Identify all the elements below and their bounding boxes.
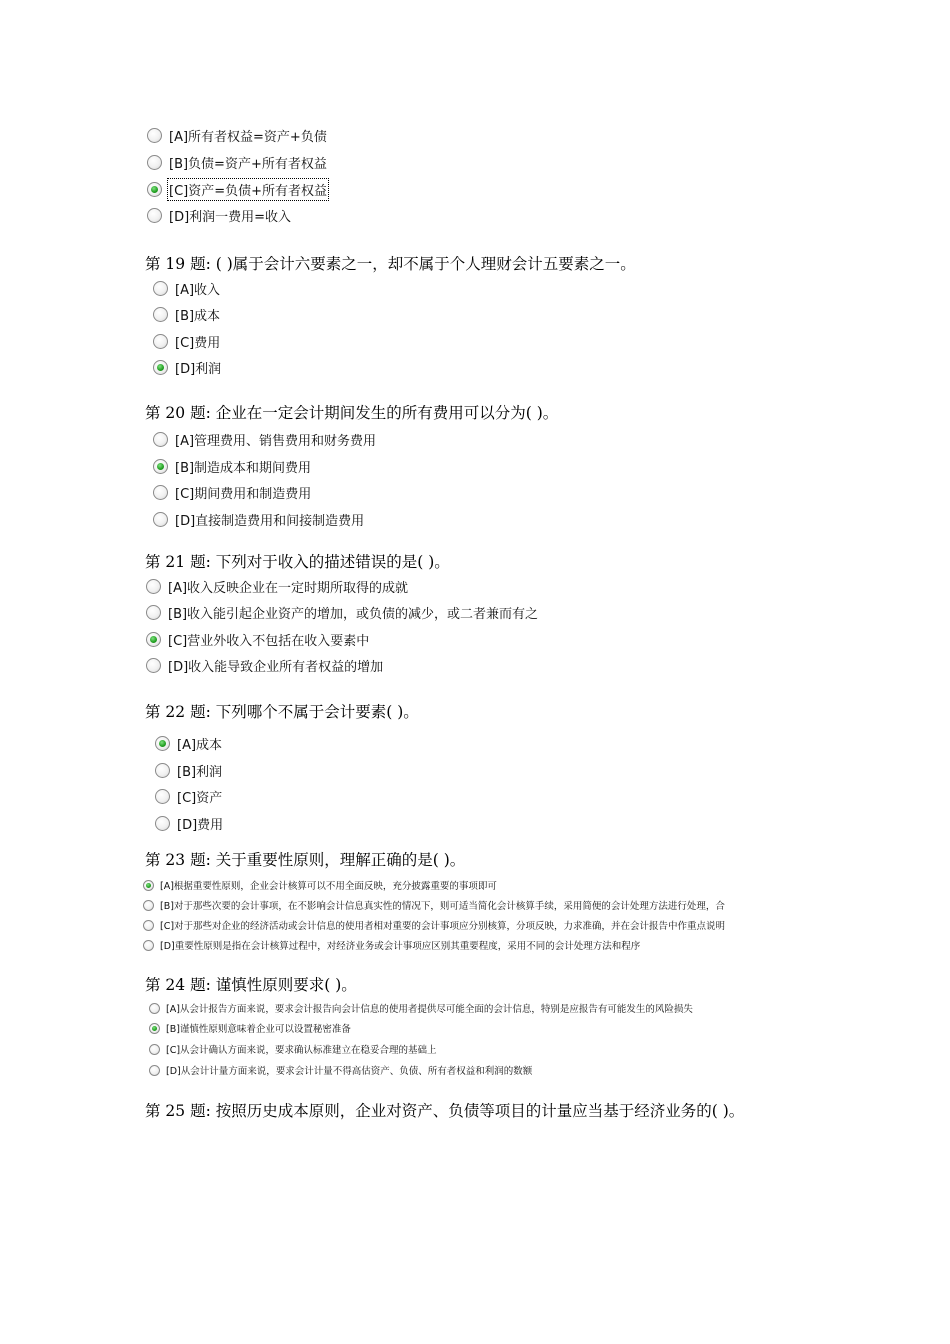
radio-icon[interactable]: [153, 485, 168, 500]
radio-icon[interactable]: [153, 512, 168, 527]
option-label: [B]收入能引起企业资产的增加，或负债的减少，或二者兼而有之: [168, 607, 539, 622]
radio-icon[interactable]: [153, 334, 168, 349]
q21-option-a[interactable]: [146, 577, 408, 596]
radio-checked-icon[interactable]: [149, 1023, 160, 1034]
q20-option-d[interactable]: [153, 510, 364, 529]
radio-checked-icon[interactable]: [147, 182, 162, 197]
q23-option-c[interactable]: [143, 918, 725, 932]
q23-option-d[interactable]: [143, 938, 640, 952]
question-25-text: 第 25 题: 按照历史成本原则，企业对资产、负债等项目的计量应当基于经济业务的( )。: [145, 1102, 745, 1120]
option-label: [D]重要性原则是指在会计核算过程中，对经济业务或会计事项应区别其重要程度，采用不同的会计处理方法和程序: [160, 941, 641, 952]
option-label: [A]从会计报告方面来说，要求会计报告向会计信息的使用者提供尽可能全面的会计信息，特别是应报告有可能发生的风险损失: [166, 1004, 693, 1015]
option-label: [A]管理费用、销售费用和财务费用: [175, 434, 377, 449]
q20-option-c[interactable]: [153, 483, 311, 502]
radio-icon[interactable]: [143, 940, 154, 951]
q22-option-a[interactable]: [155, 734, 222, 753]
radio-icon[interactable]: [147, 128, 162, 143]
option-label: [C]资产: [177, 791, 223, 806]
q24-option-d[interactable]: [149, 1063, 532, 1077]
option-label: [A]成本: [177, 738, 223, 753]
question-22-text: 第 22 题: 下列哪个不属于会计要素( )。: [145, 703, 419, 721]
question-24-text: 第 24 题: 谨慎性原则要求( )。: [145, 976, 357, 994]
option-label: [B]利润: [177, 765, 223, 780]
radio-icon[interactable]: [149, 1003, 160, 1014]
option-label: [B]负债=资产+所有者权益: [169, 157, 327, 172]
radio-icon[interactable]: [153, 281, 168, 296]
q20-option-a[interactable]: [153, 430, 376, 449]
q22-option-b[interactable]: [155, 761, 222, 780]
option-label: [C]资产=负债+所有者权益: [169, 180, 327, 199]
option-label: [A]根据重要性原则，企业会计核算可以不用全面反映，充分披露重要的事项即可: [160, 881, 497, 892]
option-label: [C]期间费用和制造费用: [175, 487, 312, 502]
radio-icon[interactable]: [153, 432, 168, 447]
radio-checked-icon[interactable]: [155, 736, 170, 751]
option-label: [D]从会计计量方面来说，要求会计计量不得高估资产、负债、所有者权益和利润的数额: [166, 1066, 533, 1077]
option-label: [D]费用: [177, 818, 224, 833]
question-20-text: 第 20 题: 企业在一定会计期间发生的所有费用可以分为( )。: [145, 404, 559, 422]
q18-option-a[interactable]: [147, 126, 327, 145]
radio-checked-icon[interactable]: [143, 880, 154, 891]
q24-option-c[interactable]: [149, 1042, 437, 1056]
q21-option-c[interactable]: [146, 630, 369, 649]
option-label: [C]费用: [175, 336, 221, 351]
q22-option-c[interactable]: [155, 787, 222, 806]
q21-option-b[interactable]: [146, 603, 538, 622]
option-label: [A]收入: [175, 283, 221, 298]
q19-option-c[interactable]: [153, 332, 220, 351]
option-label: [B]对于那些次要的会计事项，在不影响会计信息真实性的情况下，则可适当简化会计核算手续，采用简便的会计处理方法进行处理，合: [160, 901, 725, 912]
question-19-text: 第 19 题: ( )属于会计六要素之一，却不属于个人理财会计五要素之一。: [145, 255, 636, 273]
question-23-text: 第 23 题: 关于重要性原则，理解正确的是( )。: [145, 851, 466, 869]
q19-option-d[interactable]: [153, 358, 221, 377]
q23-option-a[interactable]: [143, 878, 497, 892]
q18-option-b[interactable]: [147, 153, 327, 172]
question-21-text: 第 21 题: 下列对于收入的描述错误的是( )。: [145, 553, 450, 571]
radio-icon[interactable]: [155, 763, 170, 778]
radio-icon[interactable]: [146, 658, 161, 673]
q22-option-d[interactable]: [155, 814, 223, 833]
q19-option-b[interactable]: [153, 305, 220, 324]
radio-icon[interactable]: [143, 900, 154, 911]
q20-option-b[interactable]: [153, 457, 311, 476]
radio-icon[interactable]: [155, 816, 170, 831]
radio-icon[interactable]: [149, 1044, 160, 1055]
q24-option-b[interactable]: [149, 1021, 351, 1035]
radio-icon[interactable]: [147, 155, 162, 170]
q19-option-a[interactable]: [153, 279, 220, 298]
radio-icon[interactable]: [146, 605, 161, 620]
option-label: [A]收入反映企业在一定时期所取得的成就: [168, 581, 409, 596]
option-label: [B]谨慎性原则意味着企业可以设置秘密准备: [166, 1024, 351, 1035]
radio-icon[interactable]: [143, 920, 154, 931]
radio-checked-icon[interactable]: [153, 459, 168, 474]
option-label: [B]成本: [175, 309, 221, 324]
q24-option-a[interactable]: [149, 1001, 693, 1015]
option-label: [D]收入能导致企业所有者权益的增加: [168, 660, 384, 675]
q21-option-d[interactable]: [146, 656, 383, 675]
radio-checked-icon[interactable]: [146, 632, 161, 647]
option-label: [C]从会计确认方面来说，要求确认标准建立在稳妥合理的基础上: [166, 1045, 437, 1056]
radio-icon[interactable]: [149, 1065, 160, 1076]
option-label: [A]所有者权益=资产+负债: [169, 130, 327, 145]
q18-option-c[interactable]: [147, 180, 327, 199]
q23-option-b[interactable]: [143, 898, 725, 912]
q18-option-d[interactable]: [147, 206, 291, 225]
option-label: [D]利润一费用=收入: [169, 210, 292, 225]
option-label: [C]营业外收入不包括在收入要素中: [168, 634, 370, 649]
option-label: [C]对于那些对企业的经济活动或会计信息的使用者相对重要的会计事项应分别核算，分项反映，力求准确，并在会计报告中作重点说明: [160, 921, 726, 932]
radio-icon[interactable]: [147, 208, 162, 223]
radio-icon[interactable]: [153, 307, 168, 322]
option-label: [D]利润: [175, 362, 222, 377]
radio-icon[interactable]: [155, 789, 170, 804]
radio-checked-icon[interactable]: [153, 360, 168, 375]
option-label: [D]直接制造费用和间接制造费用: [175, 514, 365, 529]
option-label: [B]制造成本和期间费用: [175, 461, 312, 476]
radio-icon[interactable]: [146, 579, 161, 594]
